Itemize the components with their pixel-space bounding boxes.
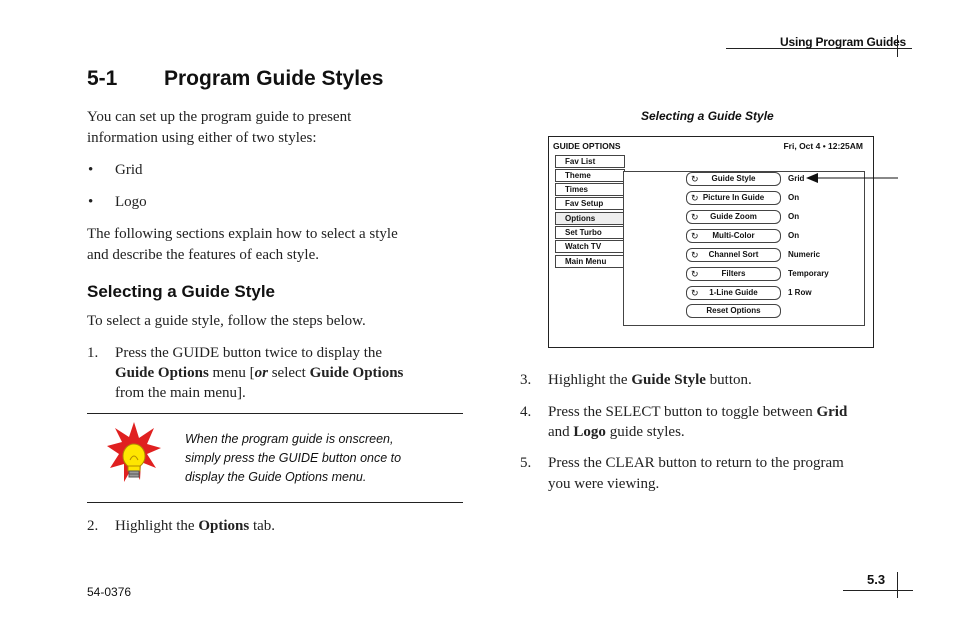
- options-panel: [623, 171, 865, 326]
- step-2-text: [115, 516, 275, 537]
- picture-in-guide-button[interactable]: [686, 191, 781, 205]
- step-2-post: tab.: [249, 518, 276, 534]
- lightbulb-icon: [106, 420, 162, 494]
- step-4-line2-post: guide styles.: [605, 424, 685, 440]
- step-4-pre: Press the SELECT button to toggle between: [548, 404, 817, 420]
- follow-line-2: and describe the features of each style.: [87, 247, 319, 263]
- channel-sort-button[interactable]: [686, 248, 781, 262]
- step-1-or: or: [254, 365, 268, 381]
- running-title: Using Program Guides: [780, 35, 907, 49]
- tab-options[interactable]: Options: [555, 212, 625, 225]
- step-2-bold: Options: [198, 518, 250, 534]
- filters-value: Temporary: [788, 269, 829, 278]
- step-2-pre: Highlight the: [115, 518, 199, 534]
- step-4-bold-1: Grid: [816, 404, 848, 420]
- cycle-icon: ↻: [691, 193, 699, 203]
- step-5-line-2: you were viewing.: [548, 476, 660, 492]
- option-label: 1-Line Guide: [709, 288, 758, 297]
- option-label: Channel Sort: [708, 250, 759, 259]
- tab-main-menu[interactable]: Main Menu: [555, 255, 625, 268]
- step-1-line-1: Press the GUIDE button twice to display the: [115, 345, 383, 361]
- step-3-text: [548, 370, 752, 391]
- step-3-bold: Guide Style: [631, 372, 706, 388]
- guide-zoom-button[interactable]: [686, 210, 781, 224]
- step-3-number: 3.: [520, 372, 532, 388]
- section-number: 5-1: [87, 67, 118, 90]
- one-line-guide-value: 1 Row: [788, 288, 812, 297]
- reset-options-button[interactable]: Reset Options: [686, 304, 781, 318]
- picture-in-guide-value: On: [788, 193, 800, 202]
- guide-options-screen: [548, 136, 874, 348]
- guide-style-button[interactable]: [686, 172, 781, 186]
- subsection-lead: To select a guide style, follow the steps below.: [87, 313, 366, 329]
- tab-times[interactable]: Times: [555, 183, 625, 196]
- note-line-1: When the program guide is onscreen,: [185, 432, 394, 446]
- tab-watch-tv[interactable]: Watch TV: [555, 240, 625, 253]
- callout-arrow: [804, 170, 900, 186]
- step-1-number: 1.: [87, 345, 99, 361]
- step-4-line-1: [548, 402, 847, 423]
- note-line-3: display the Guide Options menu.: [185, 470, 367, 484]
- step-4-line-2: [548, 422, 685, 443]
- step-2-number: 2.: [87, 518, 99, 534]
- cycle-icon: ↻: [691, 269, 699, 279]
- tab-set-turbo[interactable]: Set Turbo: [555, 226, 625, 239]
- follow-line-1: The following sections explain how to select a style: [87, 226, 398, 242]
- filters-button[interactable]: [686, 267, 781, 281]
- footer-rule: [843, 590, 913, 591]
- tab-theme[interactable]: Theme: [555, 169, 625, 182]
- one-line-guide-button[interactable]: [686, 286, 781, 300]
- multi-color-value: On: [788, 231, 800, 240]
- option-label: Picture In Guide: [702, 193, 765, 202]
- channel-sort-value: Numeric: [788, 250, 821, 259]
- figure-caption: Selecting a Guide Style: [641, 109, 774, 123]
- note-line-2: simply press the GUIDE button once to: [185, 451, 402, 465]
- cycle-icon: ↻: [691, 231, 699, 241]
- bullet-grid: Grid: [115, 162, 143, 178]
- step-1-select: select: [267, 365, 310, 381]
- step-4-line2-pre: and: [548, 424, 574, 440]
- guide-style-value: Grid: [788, 174, 805, 183]
- footer-tick: [897, 572, 898, 598]
- cycle-icon: ↻: [691, 212, 699, 222]
- subsection-title: Selecting a Guide Style: [87, 282, 276, 301]
- step-1-line-2: [115, 363, 403, 384]
- step-3-pre: Highlight the: [548, 372, 632, 388]
- step-5-number: 5.: [520, 455, 532, 471]
- bullet-dot: •: [88, 162, 94, 178]
- tab-fav-list[interactable]: Fav List: [555, 155, 625, 168]
- note-rule-top: [87, 413, 463, 414]
- screen-datetime: Fri, Oct 4 • 12:25AM: [783, 141, 863, 151]
- guide-zoom-value: On: [788, 212, 800, 221]
- section-title: Program Guide Styles: [164, 67, 384, 90]
- step-3-post: button.: [705, 372, 752, 388]
- intro-line-2: information using either of two styles:: [87, 130, 317, 146]
- tab-fav-setup[interactable]: Fav Setup: [555, 197, 625, 210]
- intro-line-1: You can set up the program guide to present: [87, 109, 352, 125]
- step-1-text: menu [: [208, 365, 255, 381]
- step-1-line-3: from the main menu].: [115, 385, 246, 401]
- cycle-icon: ↻: [691, 288, 699, 298]
- option-label: Guide Style: [711, 174, 756, 183]
- bullet-dot: •: [88, 194, 94, 210]
- multi-color-button[interactable]: [686, 229, 781, 243]
- step-5-line-1: Press the CLEAR button to return to the program: [548, 455, 844, 471]
- bullet-logo: Logo: [115, 194, 147, 210]
- option-label: Multi-Color: [712, 231, 755, 240]
- cycle-icon: ↻: [691, 250, 699, 260]
- step-4-number: 4.: [520, 404, 532, 420]
- page-number: 5.3: [867, 572, 886, 587]
- cycle-icon: ↻: [691, 174, 699, 184]
- step-4-bold-2: Logo: [573, 424, 606, 440]
- screen-title: GUIDE OPTIONS: [553, 141, 621, 151]
- note-rule-bottom: [87, 502, 463, 503]
- option-label: Filters: [721, 269, 746, 278]
- step-1-bold: Guide Options: [115, 365, 209, 381]
- step-1-bold-2: Guide Options: [309, 365, 404, 381]
- option-label: Guide Zoom: [710, 212, 757, 221]
- doc-number: 54-0376: [87, 585, 132, 599]
